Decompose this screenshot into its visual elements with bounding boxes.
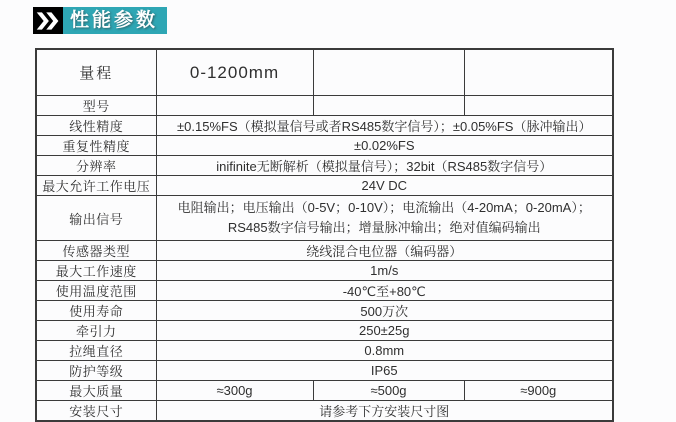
row-value: ≈500g [313, 381, 464, 401]
page-title: 性能参数 [63, 7, 167, 34]
row-value: 0-1200mm [156, 49, 313, 96]
table-row [36, 301, 613, 321]
table-row [36, 176, 613, 196]
row-label: 最大允许工作电压 [36, 176, 156, 196]
row-value: 1m/s [156, 261, 613, 281]
row-label: 最大质量 [36, 381, 156, 401]
row-value: 请参考下方安装尺寸图 [156, 401, 613, 422]
row-value: ±0.02%FS [156, 136, 613, 156]
table-row [36, 49, 613, 96]
row-label: 最大工作速度 [36, 261, 156, 281]
spec-table [35, 48, 614, 422]
row-value [464, 49, 613, 96]
row-label: 使用寿命 [36, 301, 156, 321]
table-row [36, 361, 613, 381]
table-row [36, 381, 613, 401]
row-label: 牵引力 [36, 321, 156, 341]
row-label: 型号 [36, 96, 156, 116]
table-row [36, 96, 613, 116]
row-value: -40℃至+80℃ [156, 281, 613, 301]
table-row [36, 116, 613, 136]
row-value: IP65 [156, 361, 613, 381]
row-value: 500万次 [156, 301, 613, 321]
row-value: ≈900g [464, 381, 613, 401]
table-row [36, 136, 613, 156]
row-label: 输出信号 [36, 196, 156, 241]
table-row [36, 196, 613, 241]
row-label: 使用温度范围 [36, 281, 156, 301]
row-value [313, 96, 464, 116]
row-value: 24V DC [156, 176, 613, 196]
row-label: 拉绳直径 [36, 341, 156, 361]
table-row [36, 261, 613, 281]
output-signal-line1: 电阻输出；电压输出（0-5V；0-10V）；电流输出（4-20mA；0-20mA）； [177, 200, 591, 215]
row-value [156, 96, 313, 116]
row-value [156, 196, 613, 241]
double-chevron-right-icon [33, 7, 63, 34]
row-value: 绕线混合电位器（编码器） [156, 241, 613, 261]
table-row [36, 281, 613, 301]
table-row [36, 156, 613, 176]
output-signal-line2: RS485数字信号输出；增量脉冲输出；绝对值编码输出 [227, 220, 541, 235]
row-value: 250±25g [156, 321, 613, 341]
row-value: ≈300g [156, 381, 313, 401]
row-value [313, 49, 464, 96]
row-value: 0.8mm [156, 341, 613, 361]
table-row [36, 241, 613, 261]
row-label: 线性精度 [36, 116, 156, 136]
row-label: 安装尺寸 [36, 401, 156, 422]
row-label: 传感器类型 [36, 241, 156, 261]
row-value: inifinite无断解析（模拟量信号）；32bit（RS485数字信号） [156, 156, 613, 176]
table-row [36, 341, 613, 361]
row-label: 防护等级 [36, 361, 156, 381]
row-label: 分辨率 [36, 156, 156, 176]
section-header [33, 7, 167, 34]
row-label: 量程 [36, 49, 156, 96]
row-value: ±0.15%FS（模拟量信号或者RS485数字信号）；±0.05%FS（脉冲输出） [156, 116, 613, 136]
row-value [464, 96, 613, 116]
table-row [36, 321, 613, 341]
row-label: 重复性精度 [36, 136, 156, 156]
